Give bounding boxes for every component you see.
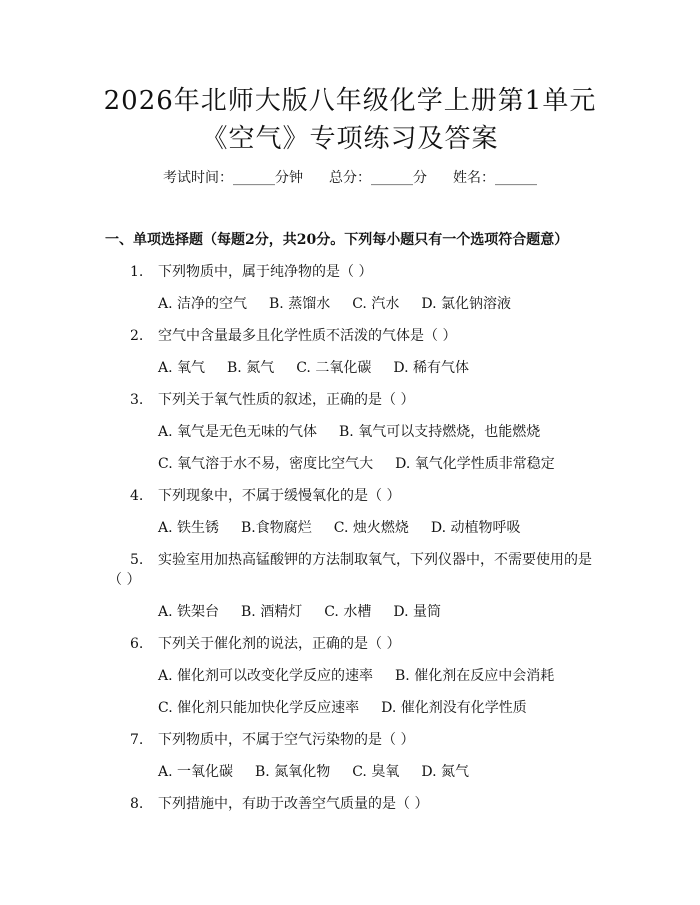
- option: B. 酒精灯: [241, 604, 303, 620]
- document-title-line2: 《空气》专项练习及答案: [201, 124, 499, 154]
- question-number: 6.: [130, 636, 144, 652]
- option: A. 催化剂可以改变化学反应的速率: [158, 668, 374, 684]
- option: B. 催化剂在反应中会消耗: [395, 668, 555, 684]
- option: D. 氮气: [421, 764, 469, 780]
- question-1-options: [158, 294, 533, 314]
- exam-time-field: 考试时间：______分钟: [163, 170, 303, 186]
- question-number: 8.: [130, 796, 144, 812]
- option: A. 铁架台: [158, 604, 220, 620]
- option: A. 氧气是无色无味的气体: [158, 424, 318, 440]
- option: C. 臭氧: [352, 764, 400, 780]
- question-3-options-row1: [158, 422, 562, 442]
- total-score-field: 总分：______分: [329, 170, 427, 186]
- question-5: [130, 550, 592, 570]
- option: C. 二氧化碳: [296, 360, 372, 376]
- question-number: 3.: [130, 392, 144, 408]
- question-stem: 实验室用加热高锰酸钾的方法制取氧气，下列仪器中，不需要使用的是: [158, 552, 592, 568]
- question-2: [130, 326, 456, 346]
- question-stem: 下列物质中，属于纯净物的是（ ）: [158, 264, 373, 280]
- option: B. 氧气可以支持燃烧，也能燃烧: [339, 424, 541, 440]
- document-title-line1: 2026年北师大版八年级化学上册第1单元: [103, 86, 597, 116]
- option: A. 洁净的空气: [158, 296, 248, 312]
- question-5-continuation: （ ）: [108, 572, 141, 588]
- question-2-options: [158, 358, 491, 378]
- question-1: [130, 262, 372, 282]
- option: C. 水槽: [324, 604, 372, 620]
- question-6: [130, 634, 400, 654]
- exam-info: [0, 168, 700, 188]
- option: A. 铁生锈: [158, 520, 220, 536]
- option: D. 动植物呼吸: [430, 520, 521, 536]
- option: C. 烛火燃烧: [333, 520, 409, 536]
- question-8: [130, 794, 428, 814]
- question-5-options: [158, 602, 463, 622]
- question-3: [130, 390, 414, 410]
- option: A. 氧气: [158, 360, 206, 376]
- option: C. 催化剂只能加快化学反应速率: [158, 700, 360, 716]
- question-number: 4.: [130, 488, 144, 504]
- question-number: 5.: [130, 552, 144, 568]
- option: C. 汽水: [352, 296, 400, 312]
- question-6-options-row2: [158, 698, 549, 718]
- question-7-options: [158, 762, 491, 782]
- option: D. 氧气化学性质非常稳定: [395, 456, 555, 472]
- question-number: 1.: [130, 264, 144, 280]
- option: B.食物腐烂: [241, 520, 312, 536]
- question-3-options-row2: [158, 454, 577, 474]
- option: D. 氯化钠溶液: [421, 296, 511, 312]
- option: B. 氮氧化物: [255, 764, 331, 780]
- option: D. 量筒: [393, 604, 441, 620]
- question-stem: 下列现象中，不属于缓慢氧化的是（ ）: [158, 488, 401, 504]
- question-stem: 下列关于催化剂的说法，正确的是（ ）: [158, 636, 401, 652]
- option: C. 氧气溶于水不易，密度比空气大: [158, 456, 374, 472]
- question-4: [130, 486, 400, 506]
- question-6-options-row1: [158, 666, 576, 686]
- section-heading: 一、单项选择题（每题2分，共20分。下列每小题只有一个选项符合题意）: [105, 232, 569, 248]
- question-stem: 下列关于氧气性质的叙述，正确的是（ ）: [158, 392, 415, 408]
- option: D. 催化剂没有化学性质: [381, 700, 527, 716]
- option: D. 稀有气体: [393, 360, 469, 376]
- option: B. 氮气: [227, 360, 275, 376]
- question-stem: 下列措施中，有助于改善空气质量的是（ ）: [158, 796, 429, 812]
- question-7: [130, 730, 414, 750]
- question-number: 7.: [130, 732, 144, 748]
- question-number: 2.: [130, 328, 144, 344]
- question-stem: 下列物质中，不属于空气污染物的是（ ）: [158, 732, 415, 748]
- option: B. 蒸馏水: [269, 296, 331, 312]
- name-field: 姓名：______: [453, 170, 537, 186]
- option: A. 一氧化碳: [158, 764, 234, 780]
- question-4-options: [158, 518, 543, 538]
- question-stem: 空气中含量最多且化学性质不活泼的气体是（ ）: [158, 328, 457, 344]
